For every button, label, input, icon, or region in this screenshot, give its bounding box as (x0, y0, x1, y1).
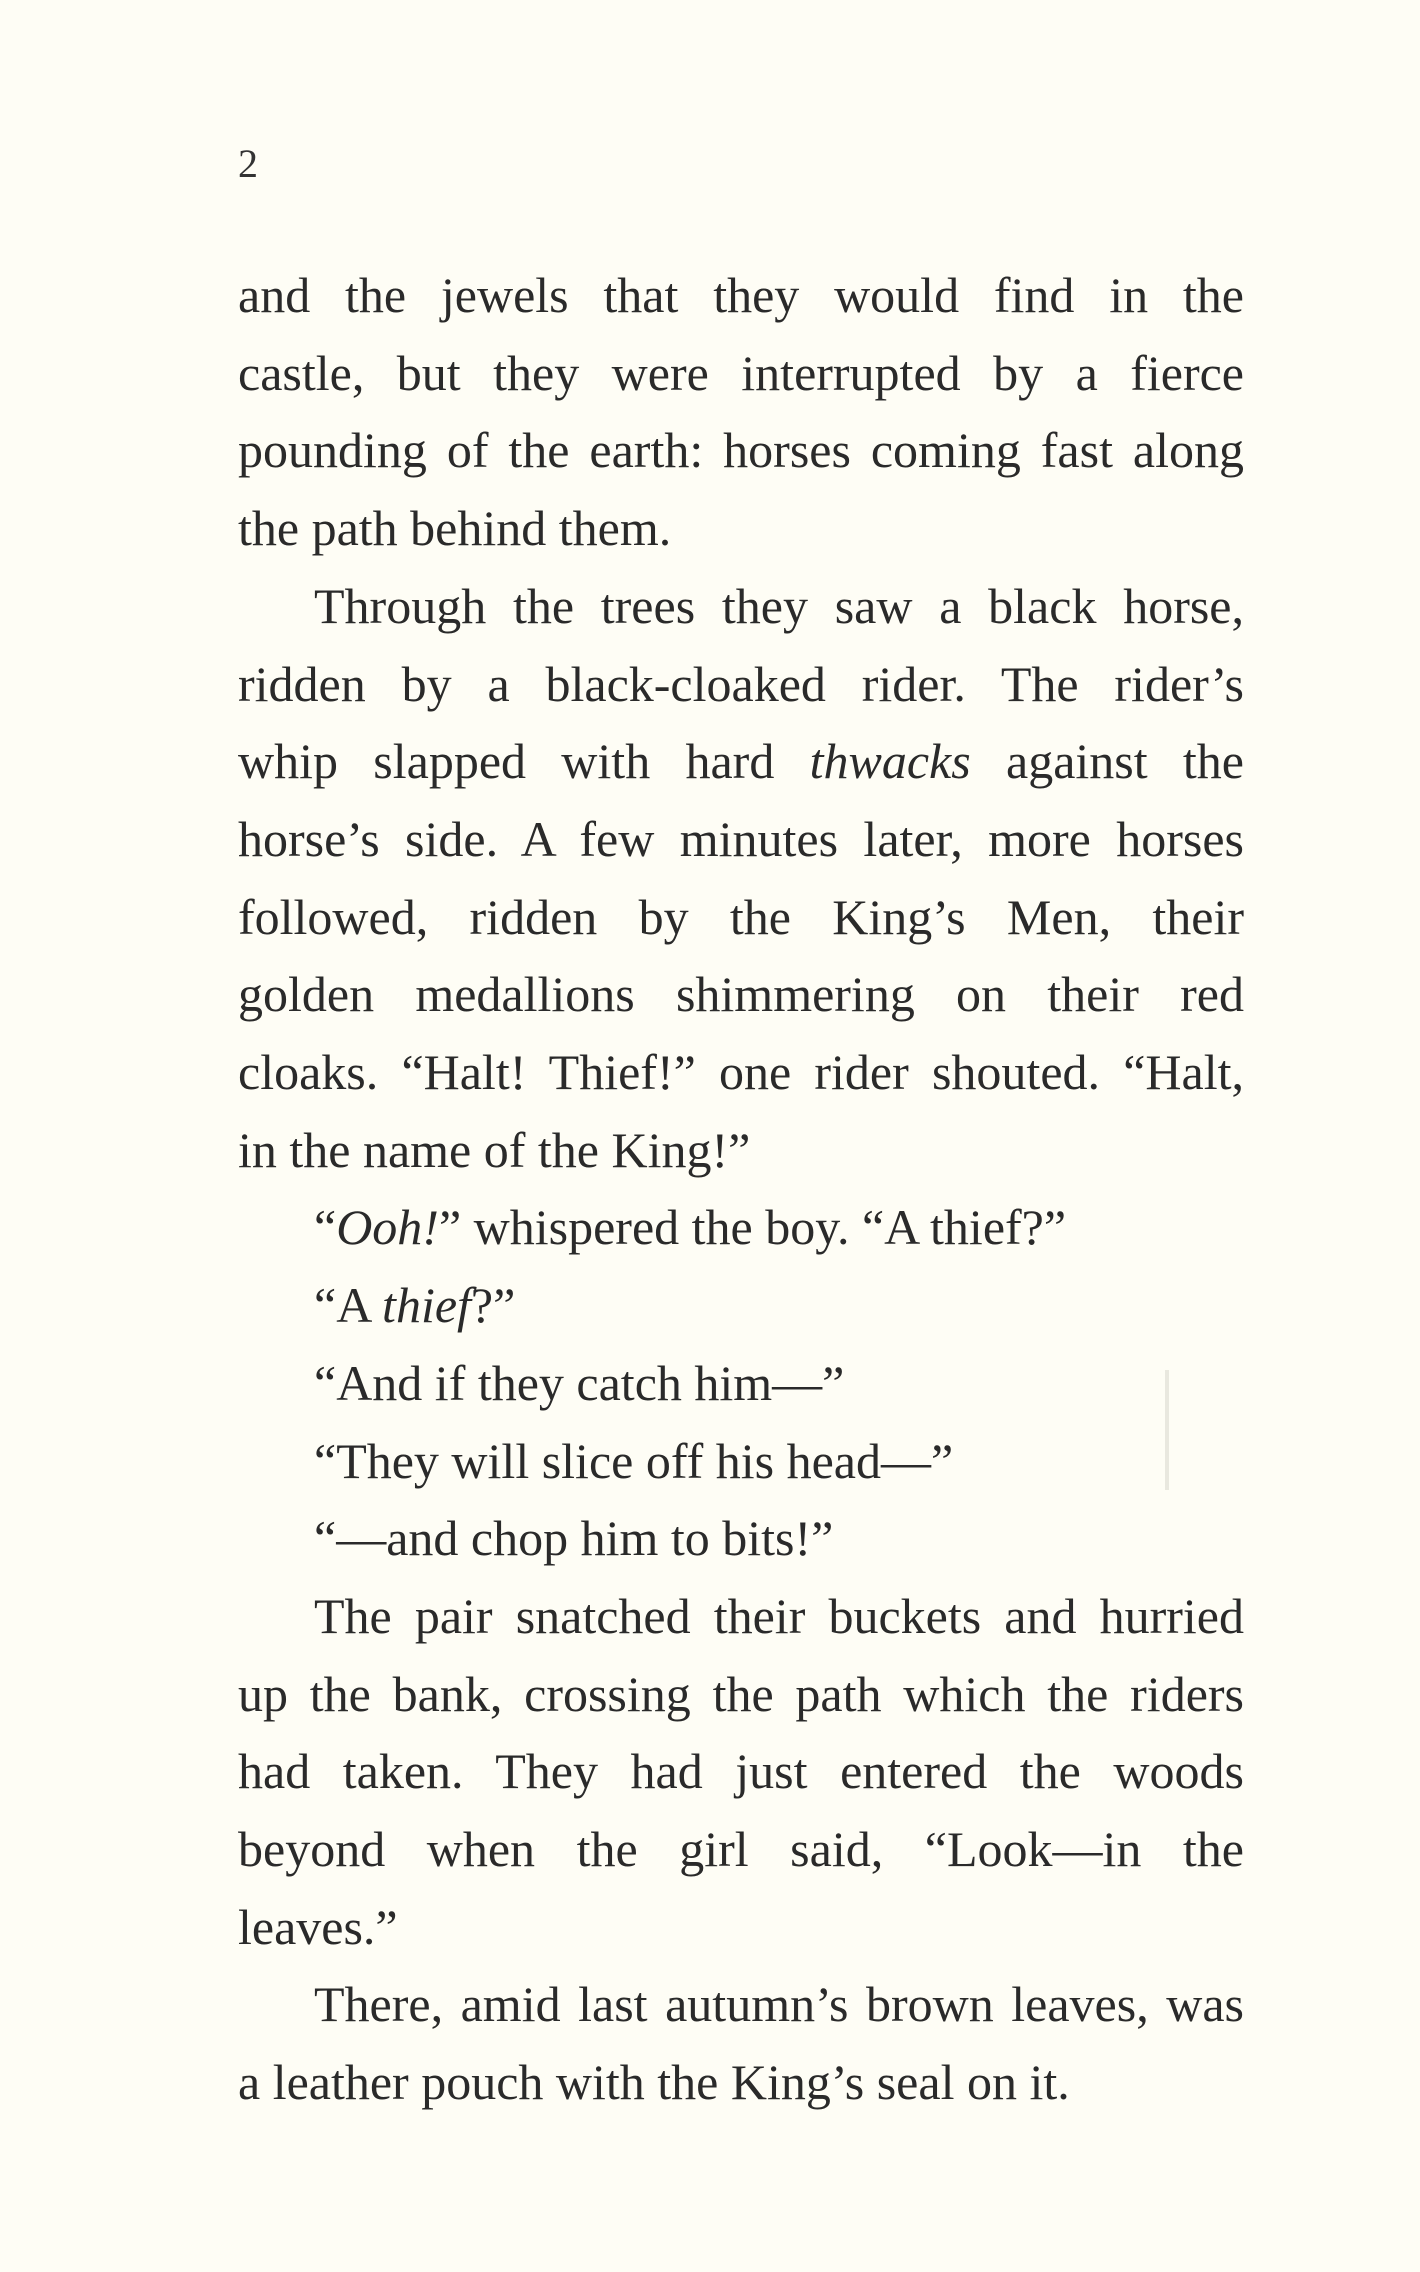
line-text: against the (970, 733, 1245, 790)
paragraph-2-line-4: horse’s side. A few minutes later, more horses (238, 810, 1244, 867)
paragraph-8-line-5: leaves.” (238, 1898, 398, 1955)
italic-word: thief (382, 1277, 471, 1334)
paragraph-2-line-8: in the name of the King!” (238, 1121, 751, 1178)
paragraph-8-line-4: beyond when the girl said, “Look—in the (238, 1821, 1244, 1878)
line-text: “A (314, 1277, 383, 1334)
italic-word: Ooh! (336, 1199, 439, 1256)
italic-word: thwacks (809, 733, 971, 790)
paragraph-2-line-3 (238, 723, 1244, 801)
body-text (238, 257, 1244, 2122)
line-text: ” whispered the boy. “A thief?” (438, 1199, 1067, 1256)
paragraph-1-line-2: castle, but they were interrupted by a fierce (238, 344, 1244, 401)
paragraph-2-line-7: cloaks. “Halt! Thief!” one rider shouted. “Halt, (238, 1044, 1244, 1101)
line-text: whip slapped with hard (238, 733, 810, 790)
paragraph-1-line-1: and the jewels that they would find in the (238, 267, 1244, 323)
line-text: ?” (470, 1277, 516, 1334)
paragraph-8-line-1: The pair snatched their buckets and hurried (314, 1587, 1244, 1644)
paragraph-2-line-1: Through the trees they saw a black horse, (314, 577, 1244, 634)
paragraph-2-line-6: golden medallions shimmering on their red (238, 966, 1244, 1023)
dialogue-line-2 (238, 1267, 1244, 1345)
paragraph-1-line-4: the path behind them. (238, 500, 672, 557)
paragraph-9-line-1: There, amid last autumn’s brown leaves, was (314, 1976, 1244, 2033)
scan-artifact (1165, 1370, 1169, 1490)
paragraph-1-line-3: pounding of the earth: horses coming fast along (238, 422, 1244, 479)
page-number: 2 (238, 141, 258, 186)
line-text: “ (314, 1199, 337, 1256)
paragraph-8-line-3: had taken. They had just entered the woods (238, 1743, 1244, 1800)
paragraph-9-line-2: a leather pouch with the King’s seal on it. (238, 2054, 1070, 2111)
paragraph-2-line-5: followed, ridden by the King’s Men, their (238, 888, 1244, 945)
paragraph-2-line-2: ridden by a black-cloaked rider. The rider’s (238, 655, 1244, 712)
dialogue-line-4: “They will slice off his head—” (314, 1432, 954, 1489)
dialogue-line-3: “And if they catch him—” (314, 1354, 845, 1411)
dialogue-line-1 (238, 1189, 1244, 1267)
paragraph-8-line-2: up the bank, crossing the path which the riders (238, 1665, 1244, 1722)
dialogue-line-5: “—and chop him to bits!” (314, 1510, 834, 1567)
